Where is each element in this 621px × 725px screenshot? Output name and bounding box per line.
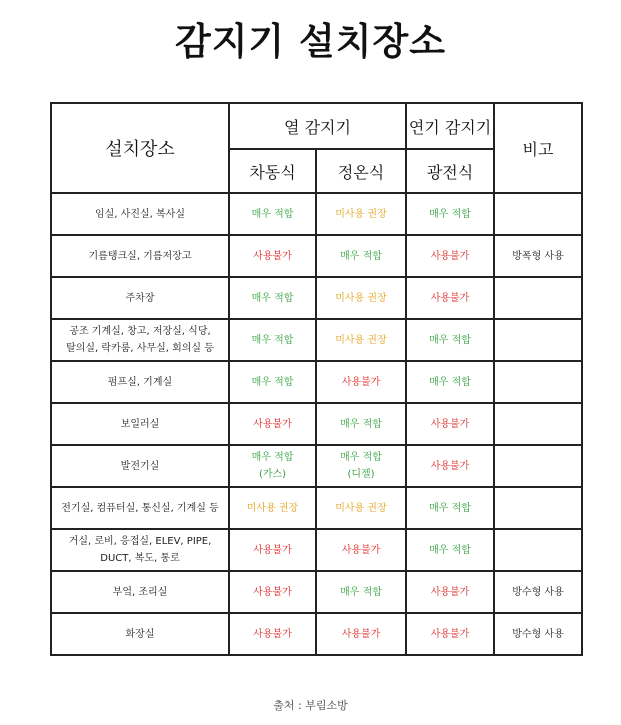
note-cell: 방폭형 사용	[494, 235, 582, 277]
table-row	[51, 235, 582, 277]
fixed-temp-cell-text: 사용불가	[341, 544, 381, 556]
fixed-temp-cell-text: 사용불가	[341, 376, 381, 388]
photoelectric-cell-text: 매우 적합	[429, 334, 471, 346]
photoelectric-cell	[406, 361, 494, 403]
table-row	[51, 193, 582, 235]
header-note: 비고	[494, 103, 582, 193]
fixed-temp-cell-subnote: (디젤)	[347, 469, 375, 480]
rate-of-rise-cell-text: 매우 적합	[251, 334, 294, 346]
fixed-temp-cell	[316, 235, 406, 277]
header-photoelectric: 광전식	[406, 149, 494, 193]
table-row	[51, 403, 582, 445]
header-location: 설치장소	[51, 103, 229, 193]
photoelectric-cell-text: 사용불가	[430, 292, 470, 304]
table-row	[51, 445, 582, 487]
location-text: 기름탱크실, 기름저장고	[88, 250, 192, 262]
fixed-temp-cell	[316, 487, 406, 529]
photoelectric-cell	[406, 193, 494, 235]
rate-of-rise-cell	[229, 235, 316, 277]
table-row	[51, 613, 582, 655]
table-row	[51, 277, 582, 319]
table-row	[51, 361, 582, 403]
note-cell	[494, 529, 582, 571]
note-cell	[494, 487, 582, 529]
location-text: 전기실, 컴퓨터실, 통신실, 기계실 등	[61, 502, 219, 514]
fixed-temp-cell-text: 미사용 권장	[335, 334, 387, 346]
source-caption: 출처 : 부림소방	[273, 699, 348, 712]
location-text: 거실, 로비, 응접실, ELEV, PIPE,	[68, 536, 212, 547]
location-text-line2: DUCT, 복도, 통로	[100, 553, 180, 564]
table-row	[51, 487, 582, 529]
location-cell	[51, 403, 229, 445]
rate-of-rise-cell-subnote: (가스)	[258, 469, 287, 480]
fixed-temp-cell-text: 매우 적합	[340, 452, 382, 463]
rate-of-rise-cell	[229, 487, 316, 529]
rate-of-rise-cell-text: 사용불가	[253, 250, 292, 262]
rate-of-rise-cell	[229, 319, 316, 361]
location-text: 부엌, 조리실	[112, 586, 168, 598]
rate-of-rise-cell-text: 사용불가	[253, 544, 292, 556]
rate-of-rise-cell-text: 매우 적합	[251, 376, 294, 388]
rate-of-rise-cell	[229, 529, 316, 571]
fixed-temp-cell-text: 미사용 권장	[335, 208, 387, 220]
fixed-temp-cell-text: 미사용 권장	[335, 502, 387, 514]
note-cell	[494, 445, 582, 487]
detector-table	[50, 102, 583, 656]
photoelectric-cell	[406, 319, 494, 361]
photoelectric-cell-text: 사용불가	[430, 418, 470, 430]
photoelectric-cell	[406, 613, 494, 655]
header-smoke-detector: 연기 감지기	[406, 103, 494, 149]
rate-of-rise-cell	[229, 571, 316, 613]
fixed-temp-cell-text: 매우 적합	[340, 586, 382, 598]
note-cell	[494, 277, 582, 319]
rate-of-rise-cell-text: 사용불가	[253, 418, 292, 430]
fixed-temp-cell	[316, 571, 406, 613]
photoelectric-cell	[406, 403, 494, 445]
note-cell	[494, 319, 582, 361]
photoelectric-cell-text: 사용불가	[430, 628, 470, 640]
page-title: 감지기 설치장소	[174, 20, 447, 63]
rate-of-rise-cell	[229, 445, 316, 487]
note-cell: 방수형 사용	[494, 613, 582, 655]
table-row	[51, 319, 582, 361]
rate-of-rise-cell	[229, 361, 316, 403]
rate-of-rise-cell	[229, 403, 316, 445]
photoelectric-cell-text: 매우 적합	[429, 502, 471, 514]
location-cell	[51, 319, 229, 361]
fixed-temp-cell	[316, 361, 406, 403]
location-cell	[51, 193, 229, 235]
fixed-temp-cell-text: 매우 적합	[340, 250, 382, 262]
location-text: 주차장	[125, 292, 155, 304]
photoelectric-cell-text: 매우 적합	[429, 376, 471, 388]
location-text: 펌프실, 기계실	[107, 376, 173, 388]
header-rate-of-rise: 차동식	[229, 149, 316, 193]
table-body	[51, 193, 582, 655]
fixed-temp-cell	[316, 403, 406, 445]
location-cell	[51, 529, 229, 571]
fixed-temp-cell	[316, 445, 406, 487]
rate-of-rise-cell	[229, 613, 316, 655]
fixed-temp-cell-text: 매우 적합	[340, 418, 382, 430]
photoelectric-cell	[406, 445, 494, 487]
rate-of-rise-cell	[229, 193, 316, 235]
rate-of-rise-cell-text: 매우 적합	[251, 292, 294, 304]
photoelectric-cell	[406, 529, 494, 571]
photoelectric-cell-text: 매우 적합	[429, 208, 471, 220]
rate-of-rise-cell-text: 사용불가	[253, 628, 292, 640]
location-cell	[51, 613, 229, 655]
fixed-temp-cell-text: 사용불가	[341, 628, 381, 640]
location-cell	[51, 571, 229, 613]
header-fixed-temperature: 정온식	[316, 149, 406, 193]
location-text: 발전기실	[120, 460, 160, 472]
header-heat-detector: 열 감지기	[229, 103, 406, 149]
rate-of-rise-cell-text: 미사용 권장	[246, 502, 299, 514]
note-cell	[494, 193, 582, 235]
photoelectric-cell	[406, 571, 494, 613]
note-cell: 방수형 사용	[494, 571, 582, 613]
location-text: 공조 기계실, 창고, 저장실, 식당,	[69, 326, 211, 337]
fixed-temp-cell	[316, 529, 406, 571]
fixed-temp-cell	[316, 613, 406, 655]
note-cell	[494, 403, 582, 445]
location-cell	[51, 235, 229, 277]
location-text-line2: 탈의실, 락카룸, 사무실, 회의실 등	[66, 343, 214, 354]
photoelectric-cell	[406, 487, 494, 529]
location-cell	[51, 277, 229, 319]
fixed-temp-cell-text: 미사용 권장	[335, 292, 387, 304]
photoelectric-cell-text: 사용불가	[430, 460, 470, 472]
photoelectric-cell-text: 사용불가	[430, 586, 470, 598]
fixed-temp-cell	[316, 277, 406, 319]
rate-of-rise-cell-text: 사용불가	[253, 586, 292, 598]
photoelectric-cell	[406, 277, 494, 319]
photoelectric-cell-text: 사용불가	[430, 250, 470, 262]
location-text: 보일러실	[120, 418, 160, 430]
location-text: 임실, 사진실, 복사실	[95, 208, 185, 220]
table-row	[51, 529, 582, 571]
location-cell	[51, 487, 229, 529]
location-cell	[51, 445, 229, 487]
table-row	[51, 571, 582, 613]
note-cell	[494, 361, 582, 403]
photoelectric-cell	[406, 235, 494, 277]
rate-of-rise-cell-text: 매우 적합	[251, 208, 294, 220]
location-cell	[51, 361, 229, 403]
fixed-temp-cell	[316, 193, 406, 235]
rate-of-rise-cell	[229, 277, 316, 319]
location-text: 화장실	[125, 628, 155, 640]
fixed-temp-cell	[316, 319, 406, 361]
rate-of-rise-cell-text: 매우 적합	[251, 452, 294, 463]
photoelectric-cell-text: 매우 적합	[429, 544, 471, 556]
